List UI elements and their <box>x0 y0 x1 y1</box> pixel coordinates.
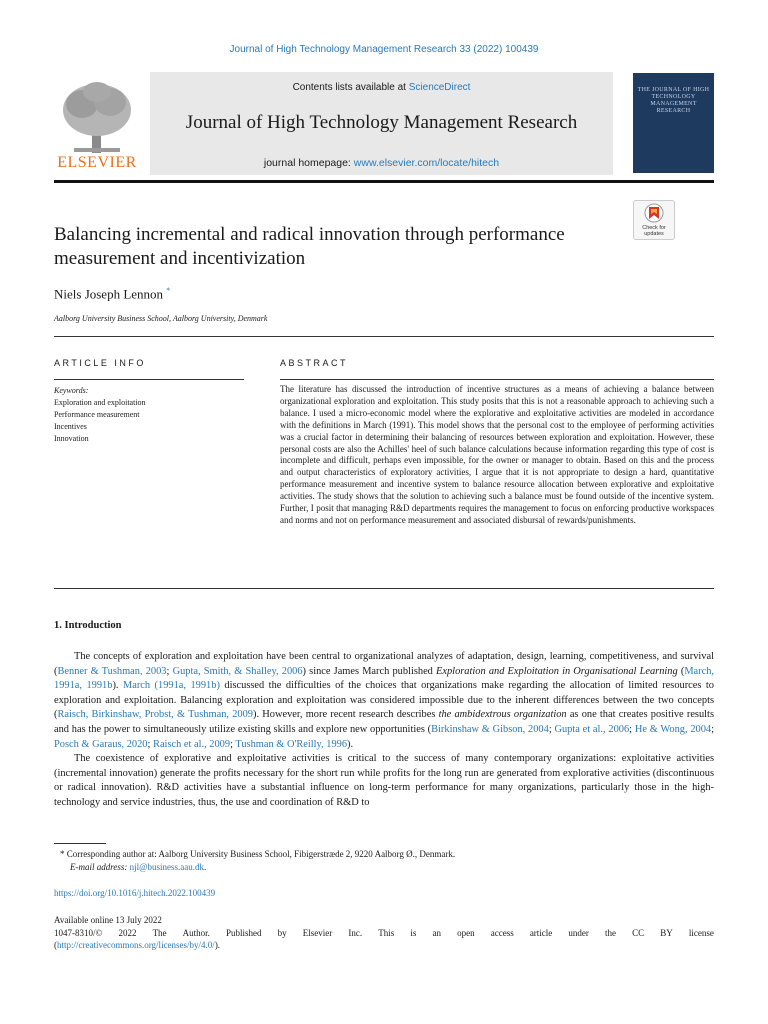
citation-link[interactable]: Gupta, Smith, & Shalley, 2006 <box>172 665 303 677</box>
citation-link[interactable]: Benner & Tushman, 2003 <box>57 665 167 677</box>
journal-title: Journal of High Technology Management Research <box>185 112 578 133</box>
email-link[interactable]: njl@business.aau.dk <box>129 862 204 872</box>
abstract-rule <box>280 379 714 380</box>
citation-link[interactable]: Raisch et al., 2009 <box>153 738 231 750</box>
citation-link[interactable]: Raisch, Birkinshaw, Probst, & Tushman, 2009 <box>57 709 253 721</box>
keyword-item: Innovation <box>54 434 89 443</box>
section-heading-introduction: 1. Introduction <box>54 620 122 631</box>
keyword-item: Exploration and exploitation <box>54 398 146 407</box>
keywords-label: Keywords: <box>54 386 89 395</box>
citation-link[interactable]: March, 1991a, 1991b <box>54 665 715 692</box>
license-link[interactable]: http://creativecommons.org/licenses/by/4.0/ <box>57 940 215 950</box>
citation-link[interactable]: March (1991a, 1991b) <box>122 680 220 692</box>
license-line: 1047-8310/© 2022 The Author. Published by Elsevier Inc. This is an open access article under the CC BY license <box>54 927 714 938</box>
keyword-item: Incentives <box>54 422 87 431</box>
author-affiliation: Aalborg University Business School, Aalborg University, Denmark <box>54 314 268 323</box>
citation-link[interactable]: Gupta et al., 2006 <box>554 723 630 735</box>
citation-link[interactable]: Tushman & O'Reilly, 1996 <box>235 738 348 750</box>
footnote: * Corresponding author at: Aalborg University Business School, Fibigerstræde 2, 9220 Aalborg Ø., Denmark. E-mail address: njl@business.aau.dk. <box>60 849 456 872</box>
abstract-end-rule <box>54 588 714 589</box>
contents-line: Contents lists available at ScienceDirect <box>292 82 471 93</box>
keyword-item: Performance measurement <box>54 410 140 419</box>
citation-link[interactable]: Birkinshaw & Gibson, 2004 <box>431 723 549 735</box>
author-footnote-marker[interactable]: * <box>166 286 171 295</box>
doi-link[interactable]: https://doi.org/10.1016/j.hitech.2022.100439 <box>54 888 216 898</box>
paragraph: The coexistence of explorative and exploitative activities is critical to the success of many contemporary organizations: exploitative activities (incremental innovation) generate the profits necessary for the short run while profits for the long run are generated from explorative activities (discontinuous or radical innovation). R&D activities have a substantial influence on long-term performance for many organizations, particularly those in the high-technology and service industries, thus, the use and coordination of R&D to <box>54 753 714 808</box>
availability-info: Available online 13 July 2022 1047-8310/© 2022 The Author. Published by Elsevier Inc. This is an open access article under the CC BY license (http://creativecommons.org/licenses/by/4.0/). <box>54 915 714 950</box>
article-info-heading: ARTICLE INFO <box>54 358 146 368</box>
elsevier-logo <box>52 78 142 173</box>
homepage-link[interactable]: www.elsevier.com/locate/hitech <box>353 157 500 169</box>
article-info-rule <box>54 379 244 380</box>
keywords-block <box>54 385 244 445</box>
header-divider <box>54 180 714 183</box>
cover-text: THE JOURNAL OF HIGH TECHNOLOGY MANAGEMENT RESEARCH <box>637 87 710 114</box>
sciencedirect-link[interactable]: ScienceDirect <box>408 82 471 93</box>
paragraph: The concepts of exploration and exploitation have been central to organizational analyzes of adaptation, design, learning, competitiveness, and survival (Benner & Tushman, 2003; Gupta, Smith, & Shalley, 2006) since James March published Exploration and Exploitation in Organisational Learning (March, 1991a, 1991b). March (1991a, 1991b) discussed the difficulties of the choices that organizations make regarding the allocation of limited resources to exploration and exploitation. Balancing exploration and exploitation was considered impossible due to the inherent differences between the two concepts (Raisch, Birkinshaw, Probst, & Tushman, 2009). However, more recent research describes the ambidextrous organization as one that creates positive results and has the power to simultaneously utilize existing skills and explore new opportunities (Birkinshaw & Gibson, 2004; Gupta et al., 2006; He & Wong, 2004; Posch & Garaus, 2020; Raisch et al., 2009; Tushman & O'Reilly, 1996). <box>54 651 715 750</box>
introduction-body <box>54 650 714 811</box>
article-title: Balancing incremental and radical innovation through performance measurement and incentivization <box>54 224 565 269</box>
abstract-heading: ABSTRACT <box>280 358 349 368</box>
abstract-text: The literature has discussed the introduction of incentive structures as a means of achieving a balance between organizational exploration and exploitation. This study posits that this is not a reasonable approach to achieving such a balance. I used a micro-economic model where the explorative and exploitative activities are modeled in accordance with the definitions in March (1991). This model shows that the personal cost to the employee of performing activities was a crucial factor in determining their balancing of resources between exploration and exploitation. However, these personal costs are also the Achilles' heel of such balance calculations because information regarding this type of cost is incomplete and difficult, perhaps even impossible, for the owner or manager to obtain. Based on this and the process and output characteristics of exploratory activities, I argue that it is not appropriate to design a hard, quantitative performance measurement and incentive system to balance resource allocation between explorative and exploitative activities. The study shows that the solution to achieving such a balance must be found outside of the incentive system. Further, I posit that managing R&D departments requires the management to focus on enforcing productive workspaces and norms and not on performance measurement and associated disbursal of rewards/punishments. <box>280 384 714 525</box>
check-for-updates-button[interactable] <box>633 200 675 240</box>
check-updates-label: Check for updates <box>642 225 666 237</box>
bookmark-icon <box>634 201 674 225</box>
journal-reference[interactable]: Journal of High Technology Management Research 33 (2022) 100439 <box>229 44 539 55</box>
citation-link[interactable]: Posch & Garaus, 2020 <box>54 738 148 750</box>
available-online: Available online 13 July 2022 <box>54 915 162 925</box>
journal-cover-image <box>633 73 714 173</box>
citation-link[interactable]: He & Wong, 2004 <box>634 723 712 735</box>
elsevier-wordmark: ELSEVIER <box>57 154 137 171</box>
footnote-divider <box>54 843 106 844</box>
journal-homepage: journal homepage: www.elsevier.com/locate/hitech <box>263 157 500 169</box>
section-divider <box>54 336 714 337</box>
author-name: Niels Joseph Lennon * <box>54 286 171 302</box>
